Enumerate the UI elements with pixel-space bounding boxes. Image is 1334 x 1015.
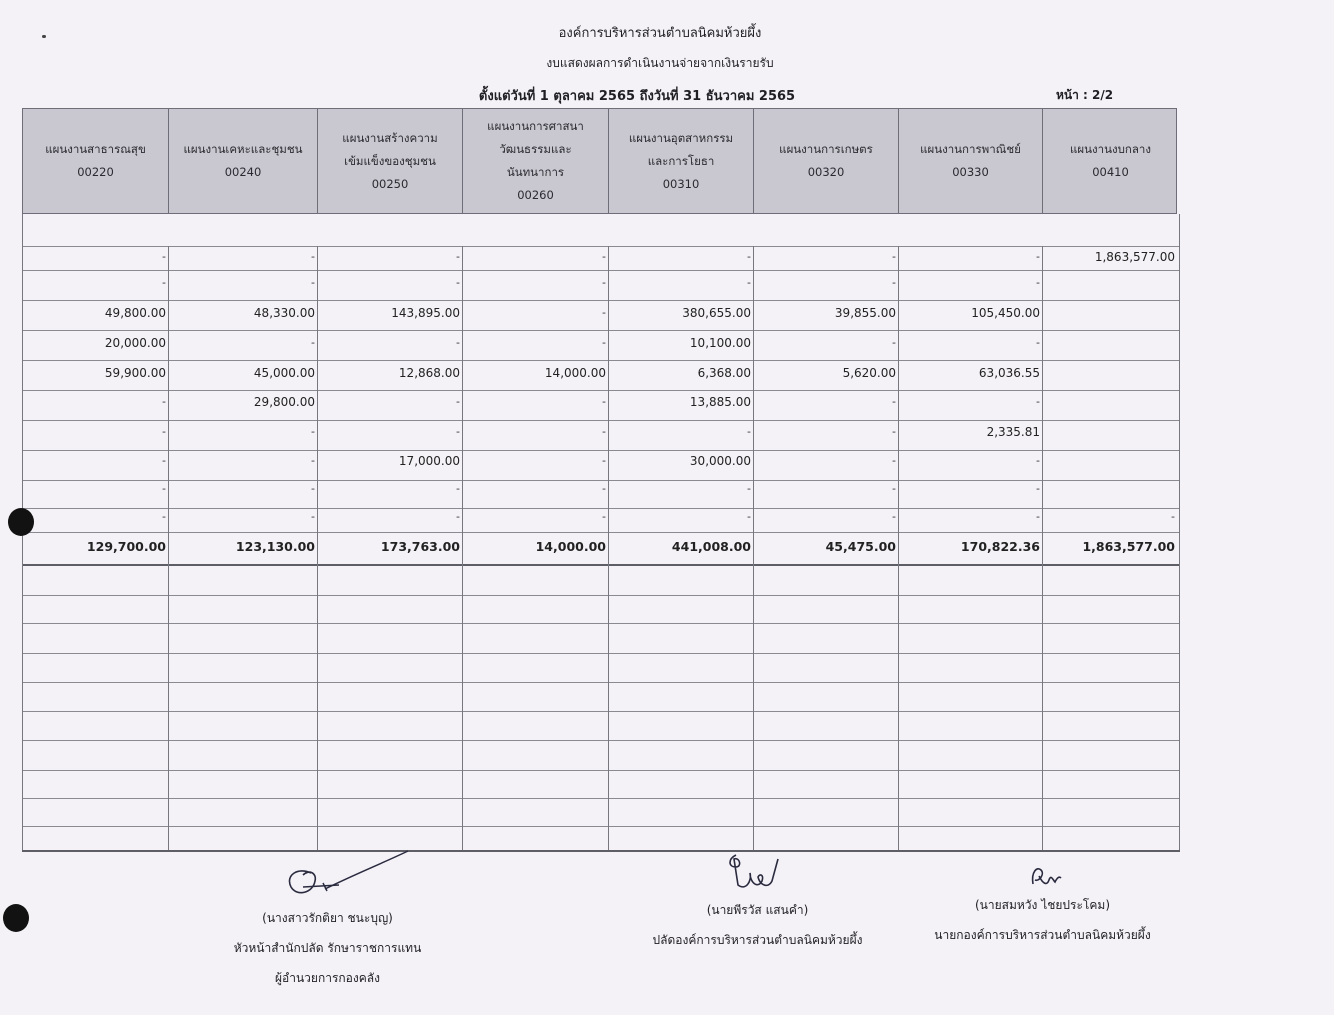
table-rule (22, 653, 1180, 654)
table-cell-value: 45,000.00 (253, 366, 315, 380)
empty-cell-dash: - (311, 276, 315, 289)
empty-cell-dash: - (1171, 510, 1175, 523)
empty-cell-dash: - (602, 510, 606, 523)
table-rule (22, 480, 1180, 481)
empty-cell-dash: - (311, 425, 315, 438)
column-header (23, 109, 169, 213)
table-cell-value: 29,800.00 (253, 395, 315, 409)
column-header-line: เข้มแข็งของชุมชน (344, 153, 436, 168)
table-cell-value: 48,330.00 (253, 306, 315, 320)
table-cell-value: 143,895.00 (391, 306, 460, 320)
total-cell: 441,008.00 (671, 539, 751, 554)
table-rule (22, 420, 1180, 421)
signer-title: หัวหน้าสำนักปลัด รักษาราชการแทน (233, 941, 422, 955)
table-cell-value: 30,000.00 (689, 454, 751, 468)
column-header (754, 109, 899, 213)
column-header-line: 00240 (224, 165, 262, 179)
org-name: องค์การบริหารส่วนตำบลนิคมห้วยผึ้ง (558, 26, 762, 41)
empty-cell-dash: - (456, 395, 460, 408)
total-cell: 14,000.00 (535, 539, 606, 554)
column-header-line: 00250 (371, 176, 409, 191)
table-rule (22, 508, 1180, 509)
table-rule (22, 390, 1180, 391)
empty-cell-dash: - (892, 510, 896, 523)
table-cell-value: 2,335.81 (986, 425, 1040, 439)
table-cell-value: 63,036.55 (978, 366, 1040, 380)
signer-title: นายกองค์การบริหารส่วนตำบลนิคมห้วยผึ้ง (934, 928, 1151, 942)
table-column-rule (898, 246, 899, 850)
empty-cell-dash: - (162, 425, 166, 438)
table-rule (22, 300, 1180, 301)
signer-name: (นายสมหวัง ไชยประโคม) (975, 898, 1110, 912)
handwritten-signature (243, 845, 413, 903)
table-rule (22, 450, 1180, 451)
handwritten-signature (1003, 862, 1083, 890)
empty-cell-dash: - (456, 425, 460, 438)
empty-cell-dash: - (162, 395, 166, 408)
empty-cell-dash: - (162, 454, 166, 467)
page-number: หน้า : 2/2 (1056, 88, 1114, 102)
table-column-rule (317, 246, 318, 850)
table-cell-value: 12,868.00 (398, 366, 460, 380)
empty-cell-dash: - (602, 250, 606, 263)
column-header-line: แผนงานงบกลาง (1070, 142, 1151, 156)
signer-title: ปลัดองค์การบริหารส่วนตำบลนิคมห้วยผึ้ง (652, 933, 863, 947)
column-header (609, 109, 754, 213)
table-cell-value: 13,885.00 (689, 395, 751, 409)
table-column-rule (1179, 214, 1180, 850)
empty-cell-dash: - (892, 395, 896, 408)
table-column-rule (168, 246, 169, 850)
column-header (1043, 109, 1178, 213)
column-header-line: แผนงานการศาสนา (487, 119, 584, 133)
table-column-rule (1042, 246, 1043, 850)
empty-cell-dash: - (1036, 454, 1040, 467)
empty-cell-dash: - (162, 510, 166, 523)
table-rule (22, 826, 1180, 827)
empty-cell-dash: - (1036, 482, 1040, 495)
table-cell-value: 10,100.00 (689, 336, 751, 350)
table-rule (22, 770, 1180, 771)
empty-cell-dash: - (311, 482, 315, 495)
column-header (318, 109, 463, 213)
empty-cell-dash: - (1036, 276, 1040, 289)
report-title: งบแสดงผลการดำเนินงานจ่ายจากเงินรายรับ (546, 56, 774, 70)
column-header-line: 00410 (1092, 165, 1129, 179)
total-cell: 129,700.00 (86, 539, 166, 554)
signer-name: (นางสาวรักติยา ชนะบุญ) (262, 911, 393, 925)
empty-cell-dash: - (892, 454, 896, 467)
punch-hole (3, 904, 29, 932)
signature-block-finance (205, 845, 450, 993)
column-header-line: นันทนาการ (506, 165, 565, 179)
signature-block-mayor (915, 862, 1170, 950)
column-header-line: 00260 (517, 188, 554, 202)
empty-cell-dash: - (456, 336, 460, 349)
total-cell: 123,130.00 (235, 539, 315, 554)
column-header-line: วัฒนธรรมและ (499, 142, 572, 156)
expense-table (22, 108, 1182, 858)
table-cell-value: 5,620.00 (842, 366, 896, 380)
empty-cell-dash: - (892, 336, 896, 349)
empty-cell-dash: - (602, 425, 606, 438)
empty-cell-dash: - (1036, 250, 1040, 263)
empty-cell-dash: - (602, 454, 606, 467)
table-rule (22, 740, 1180, 741)
empty-cell-dash: - (311, 336, 315, 349)
table-cell-value: 105,450.00 (971, 306, 1040, 320)
table-cell-value: 39,855.00 (834, 306, 896, 320)
total-cell: 45,475.00 (825, 539, 896, 554)
table-rule (22, 623, 1180, 624)
empty-cell-dash: - (456, 510, 460, 523)
empty-cell-dash: - (602, 306, 606, 319)
table-rule (22, 360, 1180, 361)
table-rule (22, 682, 1180, 683)
empty-cell-dash: - (1036, 395, 1040, 408)
column-header-line: 00220 (77, 165, 114, 179)
empty-cell-dash: - (602, 482, 606, 495)
total-cell: 173,763.00 (380, 539, 460, 554)
handwritten-signature (698, 845, 818, 895)
table-rule (22, 798, 1180, 799)
column-header-line: 00310 (662, 176, 700, 191)
table-rule (22, 564, 1180, 566)
empty-cell-dash: - (747, 250, 751, 263)
empty-cell-dash: - (892, 250, 896, 263)
total-cell: 1,863,577.00 (1082, 539, 1175, 554)
empty-cell-dash: - (602, 395, 606, 408)
column-header-line: แผนงานการเกษตร (779, 142, 873, 156)
empty-cell-dash: - (747, 276, 751, 289)
ink-dot (42, 35, 46, 38)
empty-cell-dash: - (162, 250, 166, 263)
empty-cell-dash: - (602, 276, 606, 289)
table-column-rule (608, 246, 609, 850)
empty-cell-dash: - (456, 482, 460, 495)
empty-cell-dash: - (602, 336, 606, 349)
table-header (22, 108, 1177, 214)
empty-cell-dash: - (456, 250, 460, 263)
table-cell-value: 17,000.00 (398, 454, 460, 468)
column-header (899, 109, 1043, 213)
table-cell-value: 14,000.00 (544, 366, 606, 380)
empty-cell-dash: - (747, 510, 751, 523)
column-header-line: แผนงานสาธารณสุข (45, 142, 146, 156)
empty-cell-dash: - (892, 276, 896, 289)
table-rule (22, 711, 1180, 712)
table-cell-value: 380,655.00 (682, 306, 751, 320)
table-cell-value: 1,863,577.00 (1094, 250, 1175, 264)
table-rule (22, 246, 1180, 247)
punch-hole (8, 508, 34, 536)
table-column-rule (753, 246, 754, 850)
empty-cell-dash: - (456, 276, 460, 289)
table-rule (22, 330, 1180, 331)
table-column-rule (462, 246, 463, 850)
column-header-line: แผนงานการพาณิชย์ (920, 142, 1021, 156)
column-header (463, 109, 609, 213)
empty-cell-dash: - (311, 454, 315, 467)
empty-cell-dash: - (311, 250, 315, 263)
column-header-line: แผนงานอุตสาหกรรม (628, 130, 734, 145)
column-header-line: และการโยธา (647, 153, 715, 168)
empty-cell-dash: - (1036, 336, 1040, 349)
empty-cell-dash: - (747, 482, 751, 495)
empty-cell-dash: - (162, 276, 166, 289)
table-cell-value: 20,000.00 (104, 336, 166, 350)
table-cell-value: 49,800.00 (104, 306, 166, 320)
empty-cell-dash: - (162, 482, 166, 495)
empty-cell-dash: - (892, 482, 896, 495)
empty-cell-dash: - (1036, 510, 1040, 523)
table-cell-value: 6,368.00 (697, 366, 751, 380)
table-rule (22, 850, 1180, 852)
signer-title-2: ผู้อำนวยการกองคลัง (275, 971, 380, 985)
column-header (169, 109, 318, 213)
signer-name: (นายพีรวัส แสนคำ) (706, 903, 809, 917)
table-rule (22, 595, 1180, 596)
empty-cell-dash: - (311, 510, 315, 523)
column-header-line: แผนงานสร้างความ (342, 130, 438, 145)
column-header-line: 00320 (807, 165, 845, 179)
table-cell-value: 59,900.00 (104, 366, 166, 380)
total-cell: 170,822.36 (960, 539, 1040, 554)
empty-cell-dash: - (747, 425, 751, 438)
table-rule (22, 532, 1180, 533)
empty-cell-dash: - (892, 425, 896, 438)
column-header-line: แผนงานเคหะและชุมชน (183, 142, 303, 156)
report-period: ตั้งแต่วันที่ 1 ตุลาคม 2565 ถึงวันที่ 31 ธันวาคม 2565 (478, 89, 796, 104)
column-header-line: 00330 (952, 165, 989, 179)
signature-block-clerk (630, 845, 885, 955)
table-rule (22, 270, 1180, 271)
